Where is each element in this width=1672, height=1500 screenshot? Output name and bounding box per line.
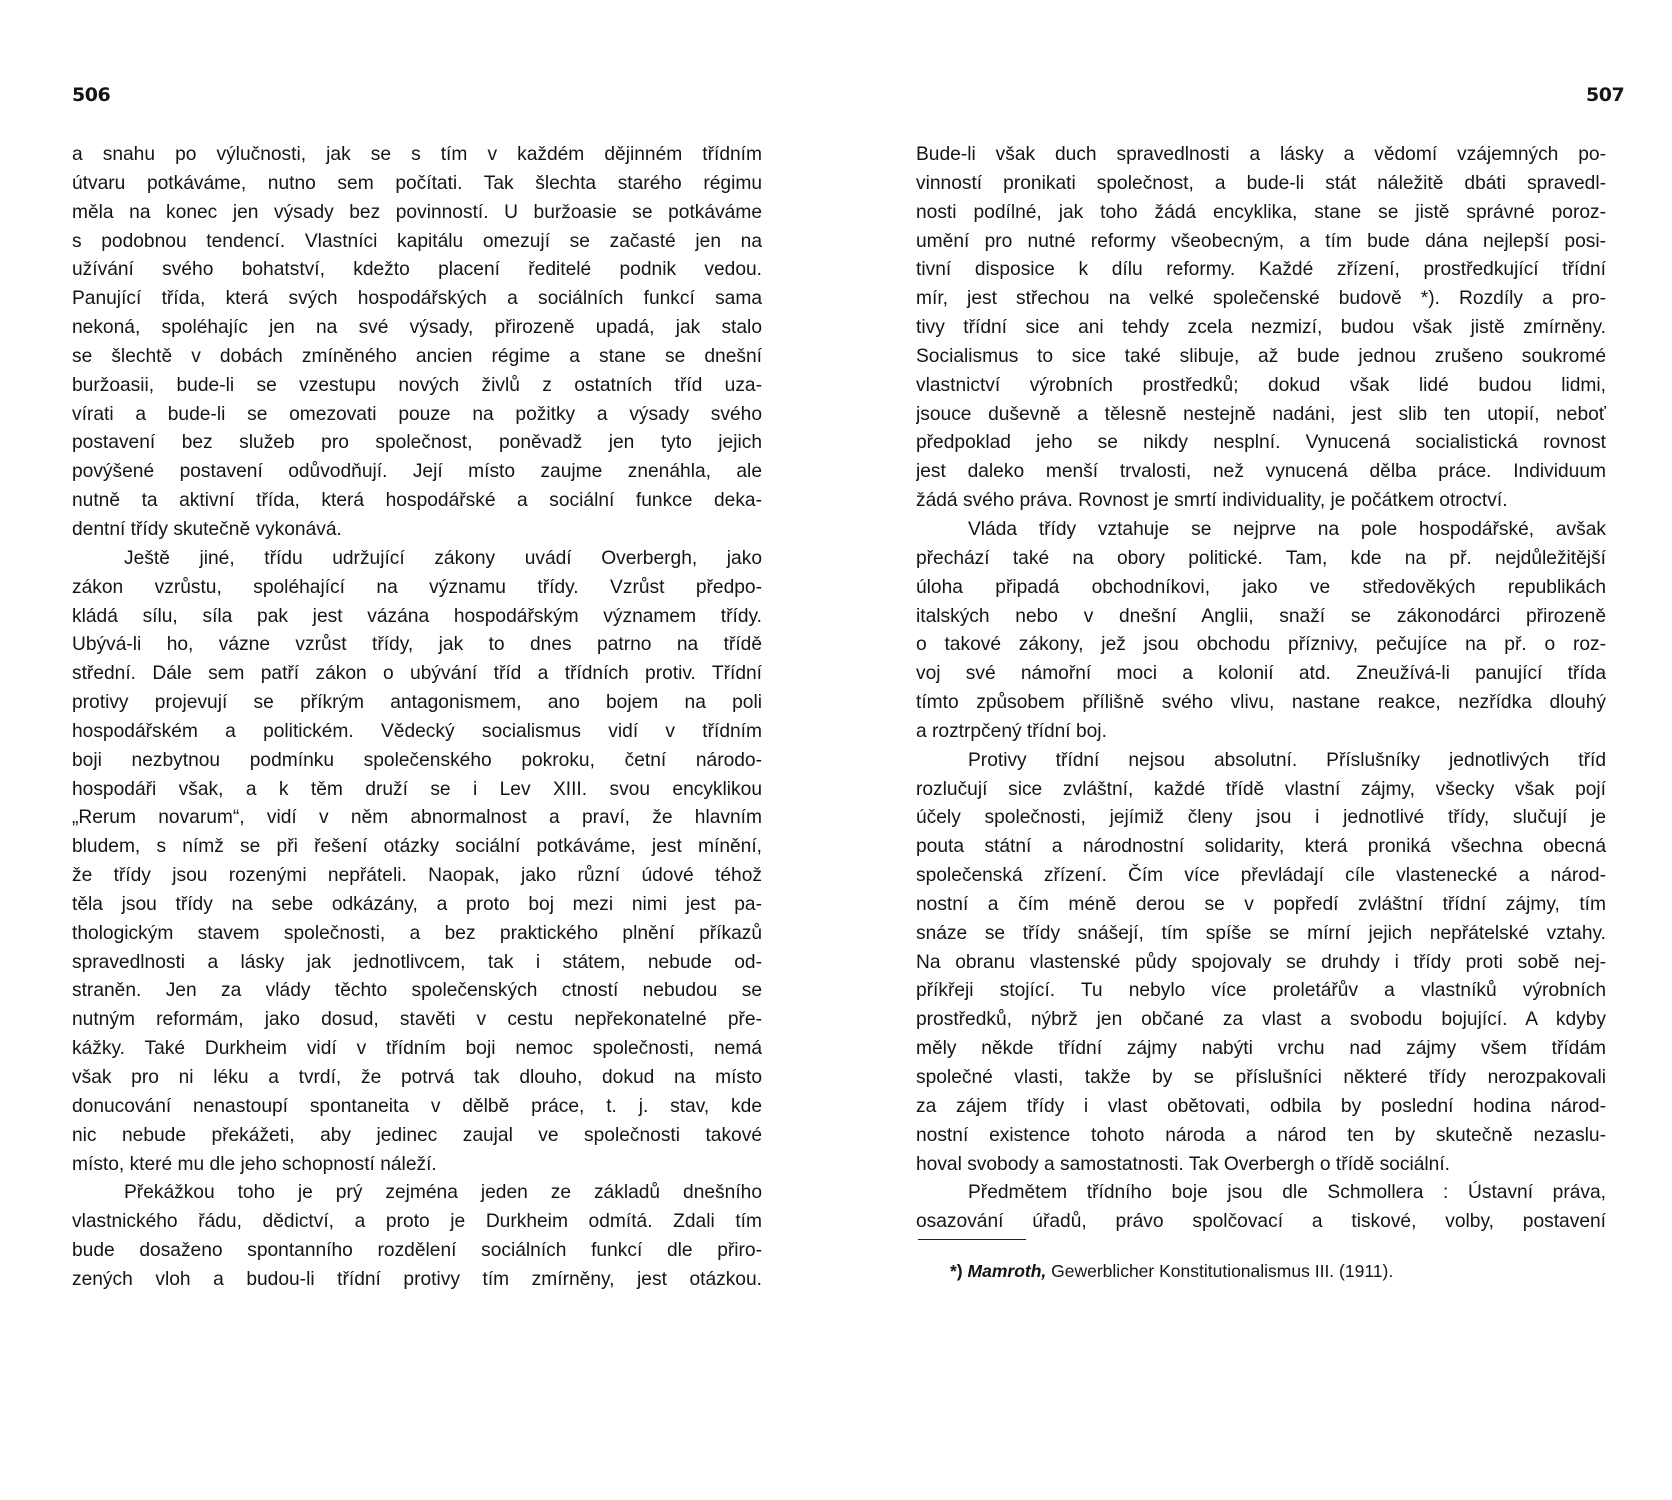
text-line: postavení bez služeb pro společnost, poněvadž jen tyto jejich bbox=[72, 432, 762, 454]
right-page bbox=[836, 0, 1672, 1500]
text-line: kážky. Také Durkheim vidí v třídním boji nemoc společnosti, nemá bbox=[72, 1038, 762, 1060]
text-line: protivy projevují se příkrým antagonismem, ano bojem na poli bbox=[72, 692, 762, 714]
text-line: s podobnou tendencí. Vlastníci kapitálu omezují se začasté jen na bbox=[72, 230, 762, 252]
text-line: Socialismus to sice také slibuje, až bude jednou zrušeno soukromé bbox=[916, 345, 1606, 367]
text-line: Předmětem třídního boje jsou dle Schmollera : Ústavní práva, bbox=[968, 1182, 1606, 1204]
text-line: buržoasii, bude-li se vzestupu nových živlů z ostatních tříd uza- bbox=[72, 374, 762, 396]
text-line: žádá svého práva. Rovnost je smrtí individuality, je počátkem otroctví. bbox=[916, 490, 1508, 512]
text-line: se šlechtě v dobách zmíněného ancien régime a stane se dnešní bbox=[72, 345, 762, 367]
text-line: osazování úřadů, právo spolčovací a tiskové, volby, postavení bbox=[916, 1211, 1606, 1233]
text-line: však pro ni léku a tvrdí, že potrvá tak dlouho, dokud na místo bbox=[72, 1067, 762, 1088]
text-line: předpoklad jeho se nikdy nesplní. Vynucená socialistická rovnost bbox=[916, 432, 1606, 454]
text-line: Bude-li však duch spravedlnosti a lásky a vědomí vzájemných po- bbox=[916, 144, 1606, 165]
text-line: příkřeji stojící. Tu nebylo více proletářův a vlastníků výrobních bbox=[916, 980, 1606, 1002]
text-line: nosti podílné, jak toho žádá encyklika, stane se jistě správné poroz- bbox=[916, 201, 1606, 223]
text-line: pouta státní a národnostní solidarity, která proniká všechna obecná bbox=[916, 836, 1606, 858]
text-line: a snahu po výlučnosti, jak se s tím v každém dějinném třídním bbox=[72, 144, 762, 165]
text-line: zených vloh a budou-li třídní protivy tím zmírněny, jest otázkou. bbox=[72, 1268, 762, 1290]
text-line: vlastnictví výrobních prostředků; dokud však lidé budou lidmi, bbox=[916, 374, 1606, 396]
left-page bbox=[0, 0, 830, 1500]
text-line: Protivy třídní nejsou absolutní. Příslušníky jednotlivých tříd bbox=[968, 749, 1606, 771]
text-line: o takové zákony, jež jsou obchodu příznivy, pečujíce na př. o roz- bbox=[916, 634, 1606, 656]
text-line: úloha připadá obchodníkovi, jako ve středověkých republikách bbox=[916, 576, 1606, 598]
text-line: voj své námořní moci a kolonií atd. Zneužívá-li panující třída bbox=[916, 663, 1606, 685]
text-line: hospodářském a politickém. Vědecký socialismus vidí v třídním bbox=[72, 720, 762, 742]
text-line: přechází také na obory politické. Tam, kde na př. nejdůležitější bbox=[916, 547, 1606, 569]
text-line: Na obranu vlastenské půdy spojovaly se druhdy i třídy proti sobě nej- bbox=[916, 951, 1606, 973]
page-text bbox=[916, 141, 1606, 1237]
text-line: prostředků, nýbrž jen občané za vlast a svobodu bojující. A kdyby bbox=[916, 1009, 1606, 1031]
text-line: vinností pronikati společnost, a bude-li stát náležitě dbáti spravedl- bbox=[916, 172, 1606, 194]
text-line: dentní třídy skutečně vykonává. bbox=[72, 518, 342, 540]
text-line: nutným reformám, jako dosud, stavěti v cestu nepřekonatelné pře- bbox=[72, 1009, 762, 1031]
footnote-author: Mamroth, bbox=[967, 1261, 1047, 1281]
text-line: mír, jest střechou na velké společenské budově *). Rozdíly a pro- bbox=[916, 288, 1606, 310]
text-line: tivní disposice k dílu reformy. Každé zřízení, prostředkující třídní bbox=[916, 259, 1606, 281]
text-line: Ubývá-li ho, vázne vzrůst třídy, jak to dnes patrno na třídě bbox=[72, 634, 762, 656]
text-line: nutně ta aktivní třída, která hospodářské a sociální funkce deka- bbox=[72, 490, 762, 512]
text-line: tivy třídní sice ani tehdy zcela nezmizí, budou však jistě zmírněny. bbox=[916, 317, 1606, 339]
text-line: „Rerum novarum“, vidí v něm abnormalnost a praví, že hlavním bbox=[72, 807, 762, 829]
footnote-rule bbox=[918, 1239, 1026, 1240]
page-text bbox=[72, 141, 762, 1295]
text-line: bludem, s nímž se při řešení otázky sociální potkáváme, jest mínění, bbox=[72, 836, 762, 858]
text-line: Překážkou toho je prý zejména jeden ze základů dnešního bbox=[124, 1182, 762, 1204]
text-line: měla na konec jen výsady bez povinností. U buržoasie se potkáváme bbox=[72, 201, 762, 223]
text-line: povýšené postavení odůvodňují. Její místo zaujme znenáhla, ale bbox=[72, 461, 762, 483]
text-line: hospodáři však, a k těm druží se i Lev XIII. svou encyklikou bbox=[72, 778, 762, 800]
text-line: rozlučují sice zvláštní, každé třídě vlastní zájmy, všecky však pojí bbox=[916, 778, 1606, 800]
text-line: zákon vzrůstu, spoléhající na významu třídy. Vzrůst předpo- bbox=[72, 576, 762, 598]
text-line: účely společnosti, jejímiž členy jsou i jednotlivé třídy, slučují je bbox=[916, 807, 1606, 829]
page-number: 506 bbox=[72, 84, 111, 106]
text-line: snáze se třídy snášejí, tím spíše se mírní jejich nepřátelské vztahy. bbox=[916, 922, 1606, 944]
text-line: tímto způsobem přílišně svého vlivu, nastane reakce, nezřídka dlouhý bbox=[916, 692, 1606, 714]
text-line: umění pro nutné reformy všeobecným, a tím bude dána nejlepší posi- bbox=[916, 230, 1606, 252]
text-line: spravedlnosti a lásky jak jednotlivcem, tak i státem, nebude od- bbox=[72, 951, 762, 973]
text-line: boji nezbytnou podmínku společenského pokroku, četní národo- bbox=[72, 749, 762, 771]
text-line: společné vlasti, takže by se příslušníci některé třídy nerozpakovali bbox=[916, 1067, 1606, 1088]
text-line: jsouce duševně a tělesně nestejně nadáni, jest slib ten utopií, neboť bbox=[916, 403, 1606, 425]
text-line: Vláda třídy vztahuje se nejprve na pole hospodářské, avšak bbox=[968, 518, 1606, 540]
text-line: Ještě jiné, třídu udržující zákony uvádí Overbergh, jako bbox=[124, 547, 762, 569]
footnote bbox=[950, 1259, 1393, 1283]
text-line: italských nebo v dnešní Anglii, snaží se zákonodárci přirozeně bbox=[916, 605, 1606, 627]
page-number: 507 bbox=[1586, 84, 1625, 106]
text-line: útvaru potkáváme, nutno sem počítati. Tak šlechta starého régimu bbox=[72, 172, 762, 194]
text-line: měly někde třídní zájmy nabýti vrchu nad zájmy všem třídám bbox=[916, 1038, 1606, 1060]
text-line: kládá sílu, síla pak jest vázána hospodářským významem třídy. bbox=[72, 605, 762, 627]
text-line: bude dosaženo spontanního rozdělení sociálních funkcí dle přiro- bbox=[72, 1240, 762, 1262]
text-line: thologickým stavem společnosti, a bez praktického plnění příkazů bbox=[72, 922, 762, 944]
footnote-text: Gewerblicher Konstitutionalismus III. (1911). bbox=[1051, 1261, 1394, 1281]
text-line: společenská zřízení. Čím více převládají cíle vlastenecké a národ- bbox=[916, 865, 1606, 887]
text-line: Panující třída, která svých hospodářských a sociálních funkcí sama bbox=[72, 288, 762, 310]
text-line: nekoná, spoléhajíc jen na své výsady, přirozeně upadá, jak stalo bbox=[72, 317, 762, 339]
text-line: za zájem třídy i vlast obětovati, odbila by poslední hodina národ- bbox=[916, 1095, 1606, 1117]
text-line: vírati a bude-li se omezovati pouze na požitky a výsady svého bbox=[72, 403, 762, 425]
text-line: nostní existence tohoto národa a národ ten by skutečně nezaslu- bbox=[916, 1124, 1606, 1146]
text-line: a roztrpčený třídní boj. bbox=[916, 720, 1107, 742]
text-line: straněn. Jen za vlády těchto společenských ctností nebudou se bbox=[72, 980, 762, 1002]
text-line: nostní a čím méně derou se v popředí zvláštní třídní zájmy, tím bbox=[916, 893, 1606, 915]
text-line: těla jsou třídy na sebe odkázány, a proto boj mezi nimi jest pa- bbox=[72, 893, 762, 915]
text-line: že třídy jsou rozenými nepřáteli. Naopak, jako různí údové téhož bbox=[72, 865, 762, 887]
text-line: vlastnického řádu, dědictví, a proto je Durkheim odmítá. Zdali tím bbox=[72, 1211, 762, 1233]
text-line: nic nebude překážeti, aby jedinec zaujal ve společnosti takové bbox=[72, 1124, 762, 1146]
text-line: střední. Dále sem patří zákon o ubývání tříd a třídních protiv. Třídní bbox=[72, 663, 762, 685]
text-line: místo, které mu dle jeho schopností náleží. bbox=[72, 1153, 437, 1175]
text-line: jest daleko menší trvalosti, než vynucená dělba práce. Individuum bbox=[916, 461, 1606, 483]
footnote-marker: *) bbox=[950, 1261, 963, 1281]
text-line: donucování nenastoupí spontaneita v dělbě práce, t. j. stav, kde bbox=[72, 1095, 762, 1117]
text-line: hoval svobody a samostatnosti. Tak Overbergh o třídě sociální. bbox=[916, 1153, 1450, 1175]
text-line: užívání svého bohatství, kdežto placení ředitelé podnik vedou. bbox=[72, 259, 762, 281]
